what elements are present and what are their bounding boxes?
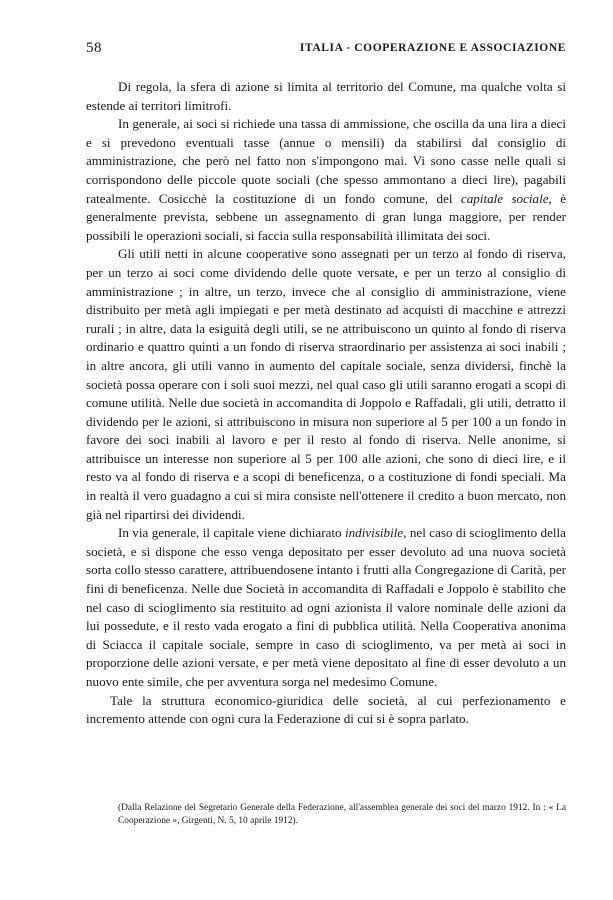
page-header [86, 40, 566, 58]
paragraph-text-after: , è generalmente prevista, sebbene un assegnamento di gran lunga maggiore, per render possibili le operazioni sociali, si faccia sulla responsabilità illimitata dei soci. [86, 190, 566, 243]
paragraph-text-after: , nel caso di scioglimento della società, e si dispone che esso venga depositato per esser devoluto ad una nuova società sorta collo stesso carattere, attribuendosene intanto i frutti alla Congregazione di Carità, per fini di beneficenza. Nelle due Società in accomandita di Raffadali e Joppolo è stabilito che nel caso di scioglimento sia restituito ad ogni azionista il valore nominale delle azioni da lui possedute, e il resto vada erogato a fini di pubblica utilità. Nella Cooperativa anonima di Sciacca il capitale sociale, sempre in caso di scioglimento, va per metà ai soci in proporzione delle azioni versate, e per metà viene depositato al fine di esser devoluto a un nuovo ente simile, che per avventura sorga nel medesimo Comune. [86, 525, 566, 689]
paragraph-text: Tale la struttura economico-giuridica delle società, al cui perfezionamento e incremento attende con ogni cura la Federazione di cui si è sopra parlato. [86, 692, 566, 727]
italic-term: capitale sociale [460, 190, 549, 206]
paragraph-structure [86, 692, 566, 729]
paragraph-text: Di regola, la sfera di azione si limita al territorio del Comune, ma qualche volta si estende ai territori limitrofi. [86, 79, 566, 113]
paragraph-text: Gli utili netti in alcune cooperative sono assegnati per un terzo al fondo di riserva, per un terzo ai soci come dividendo delle quote versate, e per un terzo al consiglio di amministrazione ; in altre, un terzo, invece che al consiglio di amministrazione, viene distribuito per metà agli impiegati e per metà destinato ad acquisti di macchine e attrezzi rurali ; in altre, data la esiguità degli utili, se ne attribuiscono un quinto al fondo di riserva ordinario e quattro quinti a un fondo di riserva straordinario per assistenza ai soci inabili ; in altre ancora, gli utili vanno in aumento del capitale sociale, senza dividersi, finchè la società possa operare con i soli suoi mezzi, nel qual caso gli utili saranno erogati a scopi di comune utilità. Nelle due società in accomandita di Joppolo e Raffadali, gli utili, detratto il dividendo per le azioni, si attribuiscono in misura non superiore al 5 per 100 a un fondo in favore dei soci inabili al lavoro e per il resto al fondo di riserva. Nelle anonime, si attribuisce un interesse non superiore al 5 per 100 alle azioni, che sono di dieci lire, e il resto va al fondo di riserva e a scopi di beneficenza, o a costituzione di fondi speciali. Ma in realtà il vero guadagno a cui si mira consiste nell'ottenere il credito a buon mercato, non già nel ripartirsi dei dividendi. [86, 246, 566, 522]
paragraph-territory [86, 78, 566, 115]
paragraph-text-before: In generale, ai soci si richiede una tassa di ammissione, che oscilla da una lira a dieci e si prevedono eventuali tasse (annue o mensili) da stabilirsi dal consiglio di amministrazione, che però nel fatto non s'impongono mai. Vi sono casse nelle quali si corrispondono delle piccole quote sociali (che spesso ammontano a dieci lire), pagabili ratealmente. Cosicchè la costituzione di un fondo comune, del [86, 116, 566, 206]
citation-text: (Dalla Relazione del Segretario Generale della Federazione, all'assemblea generale dei soci del marzo 1912. In : « La Cooperazione », Girgenti, N. 5, 10 aprile 1912). [118, 803, 566, 826]
paragraph-text-before: In via generale, il capitale viene dichiarato [118, 525, 345, 541]
paragraph-admission-fee [86, 115, 566, 245]
body-text [86, 78, 566, 729]
paragraph-capital [86, 524, 566, 691]
paragraph-net-profits [86, 245, 566, 524]
italic-term: indivisibile [345, 525, 404, 541]
source-citation [118, 802, 566, 827]
running-title: ITALIA - COOPERAZIONE E ASSOCIAZIONE [299, 42, 566, 54]
page-number: 58 [86, 40, 102, 56]
